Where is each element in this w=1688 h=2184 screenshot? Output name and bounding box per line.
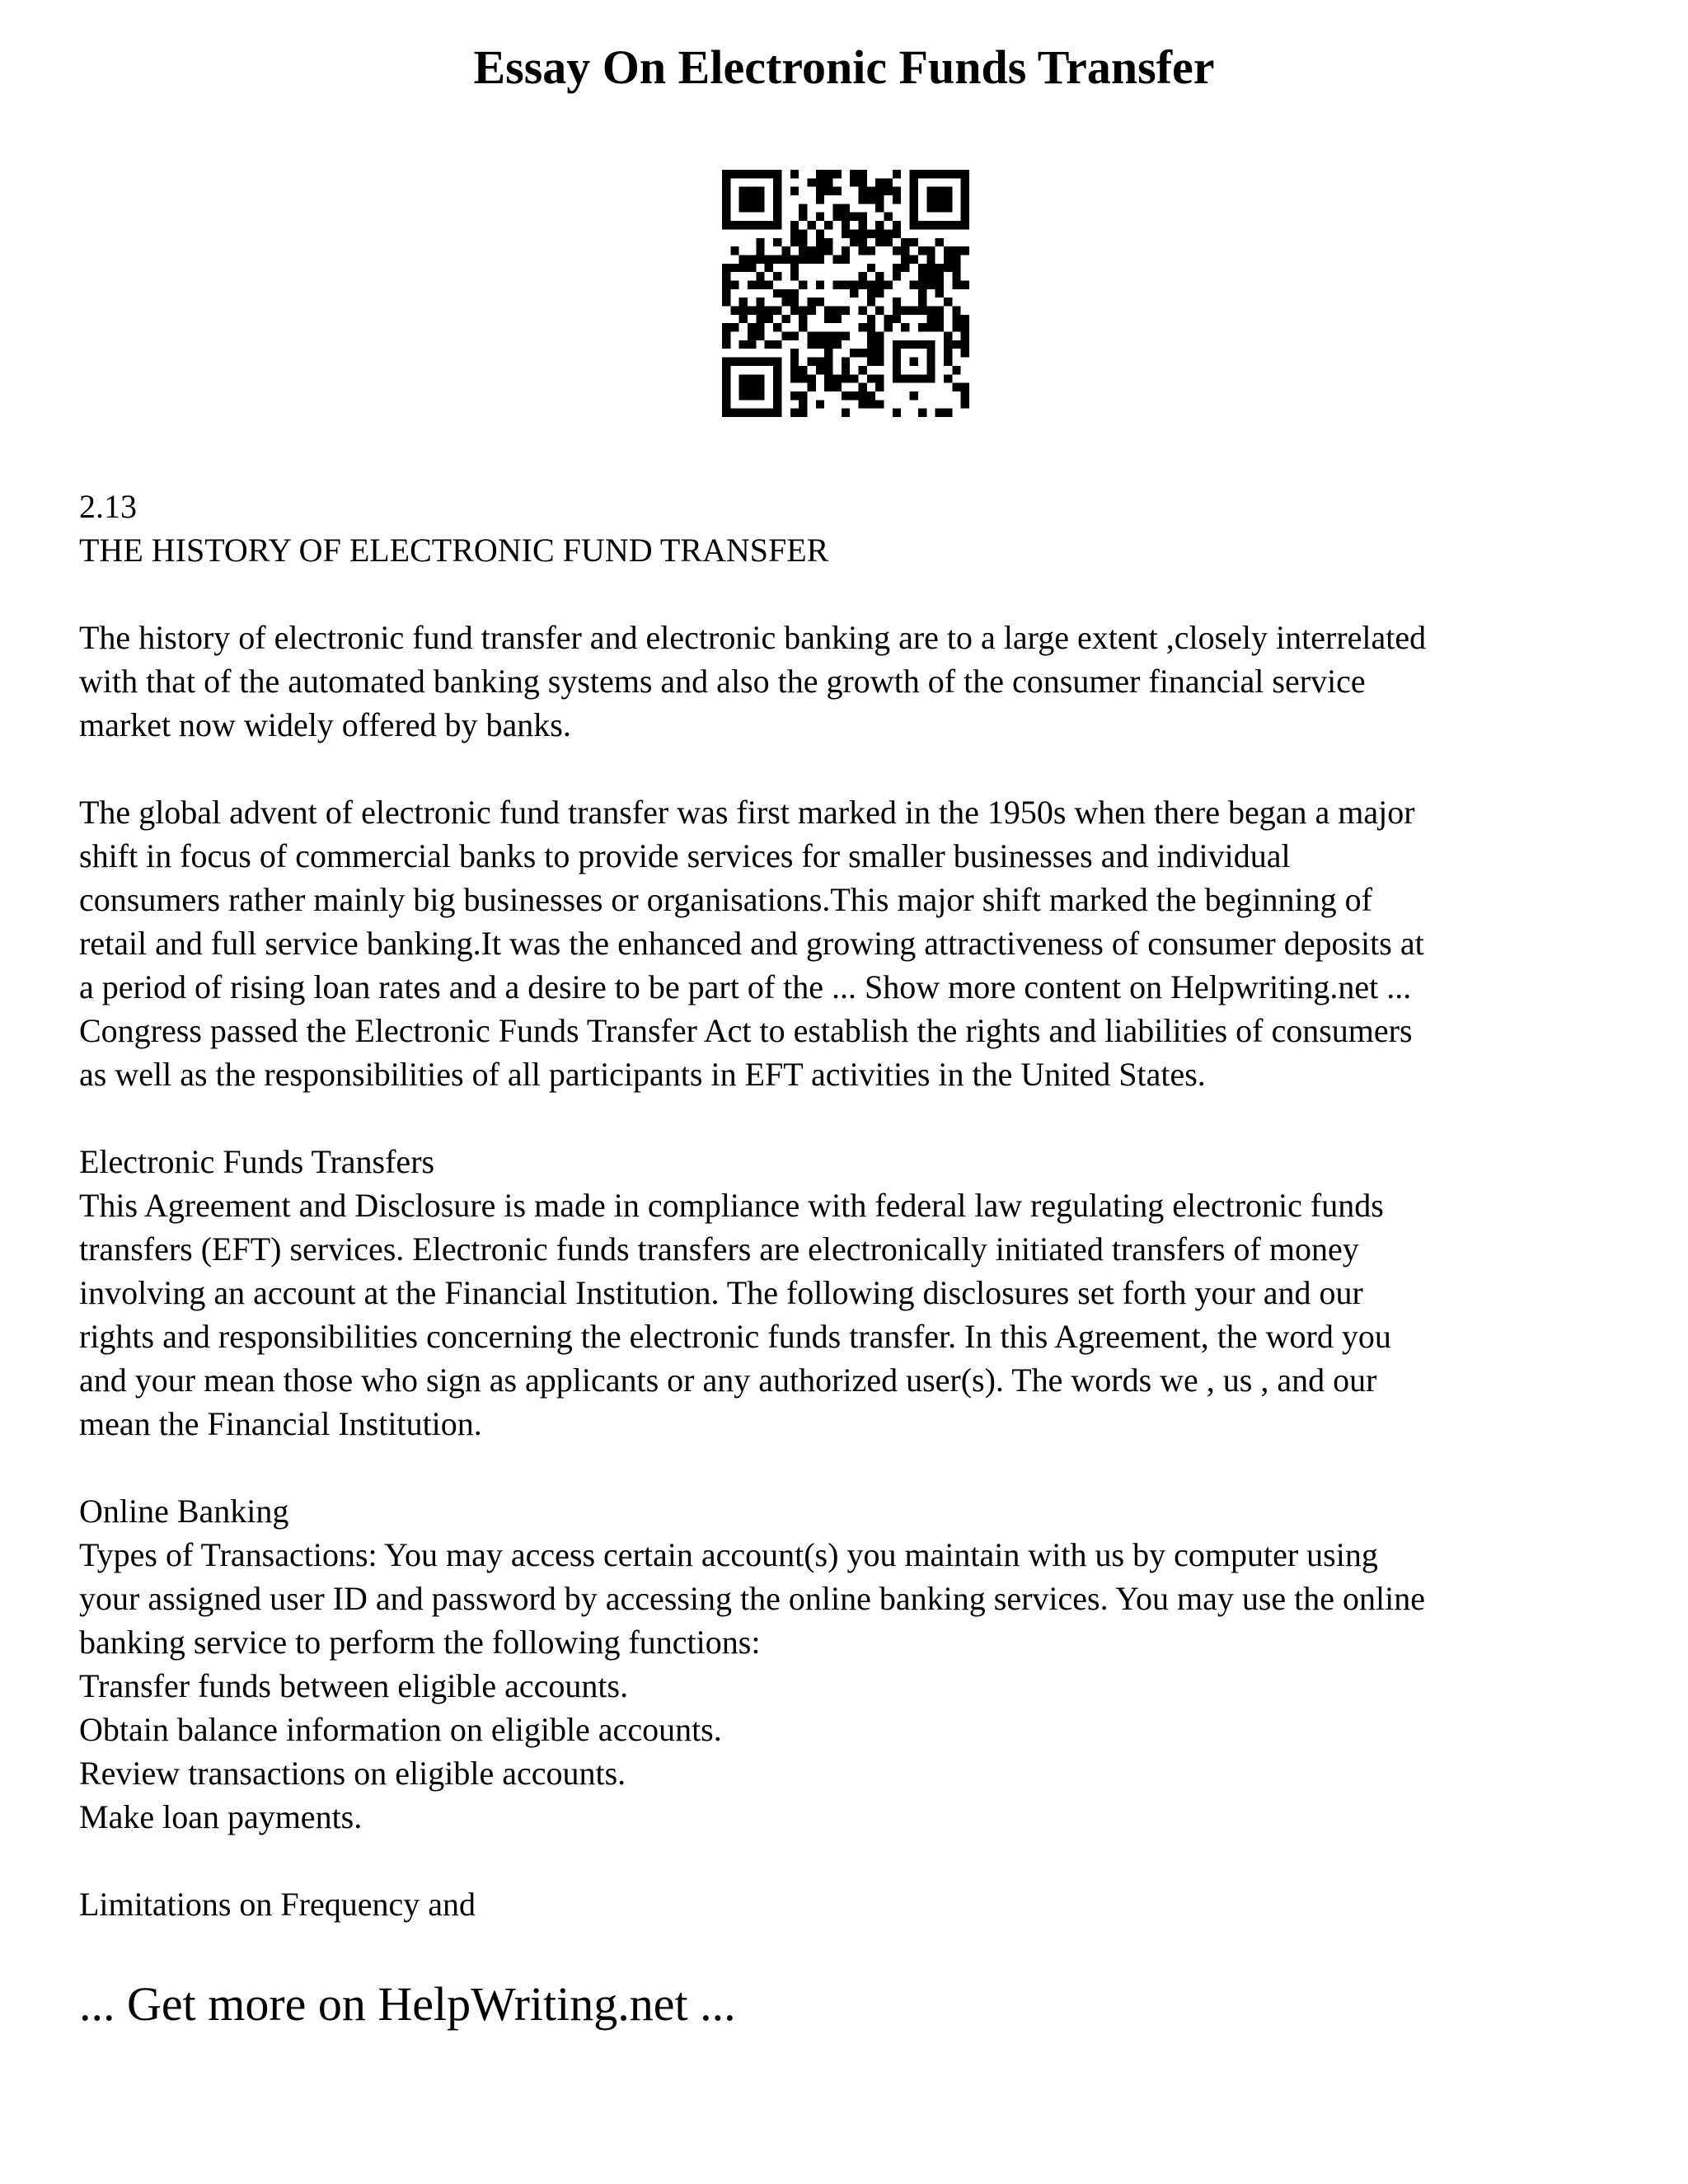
document-body — [79, 485, 1629, 1926]
function-item: Transfer funds between eligible accounts. — [79, 1667, 629, 1704]
paragraph-line: mean the Financial Institution. — [79, 1405, 482, 1442]
paragraph-line: Types of Transactions: You may access certain account(s) you maintain with us by computer using — [79, 1536, 1378, 1573]
paragraph-line: with that of the automated banking systems and also the growth of the consumer financial service — [79, 663, 1366, 700]
paragraph-line: your assigned user ID and password by accessing the online banking services. You may use the online — [79, 1580, 1426, 1617]
paragraph-line: retail and full service banking.It was the enhanced and growing attractiveness of consumer deposits at — [79, 925, 1424, 962]
eft-heading: Electronic Funds Transfers — [79, 1143, 435, 1180]
paragraph-line: a period of rising loan rates and a desire to be part of the ... Show more content on Helpwriting.net ... — [79, 968, 1412, 1005]
paragraph-line: involving an account at the Financial Institution. The following disclosures set forth your and our — [79, 1274, 1363, 1311]
section-heading: THE HISTORY OF ELECTRONIC FUND TRANSFER — [79, 532, 829, 569]
limitations-text: Limitations on Frequency and — [79, 1886, 476, 1923]
paragraph-line: and your mean those who sign as applicants or any authorized user(s). The words we , us , and our — [79, 1361, 1377, 1399]
function-item: Obtain balance information on eligible accounts. — [79, 1711, 722, 1748]
paragraph-line: banking service to perform the following functions: — [79, 1624, 761, 1661]
qr-code-icon — [722, 170, 969, 417]
paragraph-line: market now widely offered by banks. — [79, 706, 571, 743]
paragraph-line: as well as the responsibilities of all participants in EFT activities in the United States. — [79, 1056, 1206, 1093]
paragraph-line: The global advent of electronic fund transfer was first marked in the 1950s when there began a major — [79, 794, 1415, 831]
paragraph-line: consumers rather mainly big businesses or organisations.This major shift marked the beginning of — [79, 881, 1372, 918]
function-item: Make loan payments. — [79, 1798, 363, 1835]
paragraph-line: transfers (EFT) services. Electronic funds transfers are electronically initiated transfers of money — [79, 1230, 1359, 1268]
page-title: Essay On Electronic Funds Transfer — [473, 40, 1215, 94]
online-banking-heading: Online Banking — [79, 1493, 289, 1530]
paragraph-line: This Agreement and Disclosure is made in compliance with federal law regulating electronic funds — [79, 1187, 1384, 1224]
paragraph-line: shift in focus of commercial banks to provide services for smaller businesses and individual — [79, 837, 1291, 874]
paragraph-line: rights and responsibilities concerning the electronic funds transfer. In this Agreement, the word you — [79, 1318, 1391, 1355]
paragraph-line: Congress passed the Electronic Funds Transfer Act to establish the rights and liabilities of consumers — [79, 1012, 1413, 1049]
paragraph-line: The history of electronic fund transfer and electronic banking are to a large extent ,closely interrelated — [79, 619, 1427, 656]
get-more-link[interactable]: ... Get more on HelpWriting.net ... — [79, 1977, 736, 2031]
section-number: 2.13 — [79, 488, 137, 525]
function-item: Review transactions on eligible accounts. — [79, 1755, 626, 1792]
